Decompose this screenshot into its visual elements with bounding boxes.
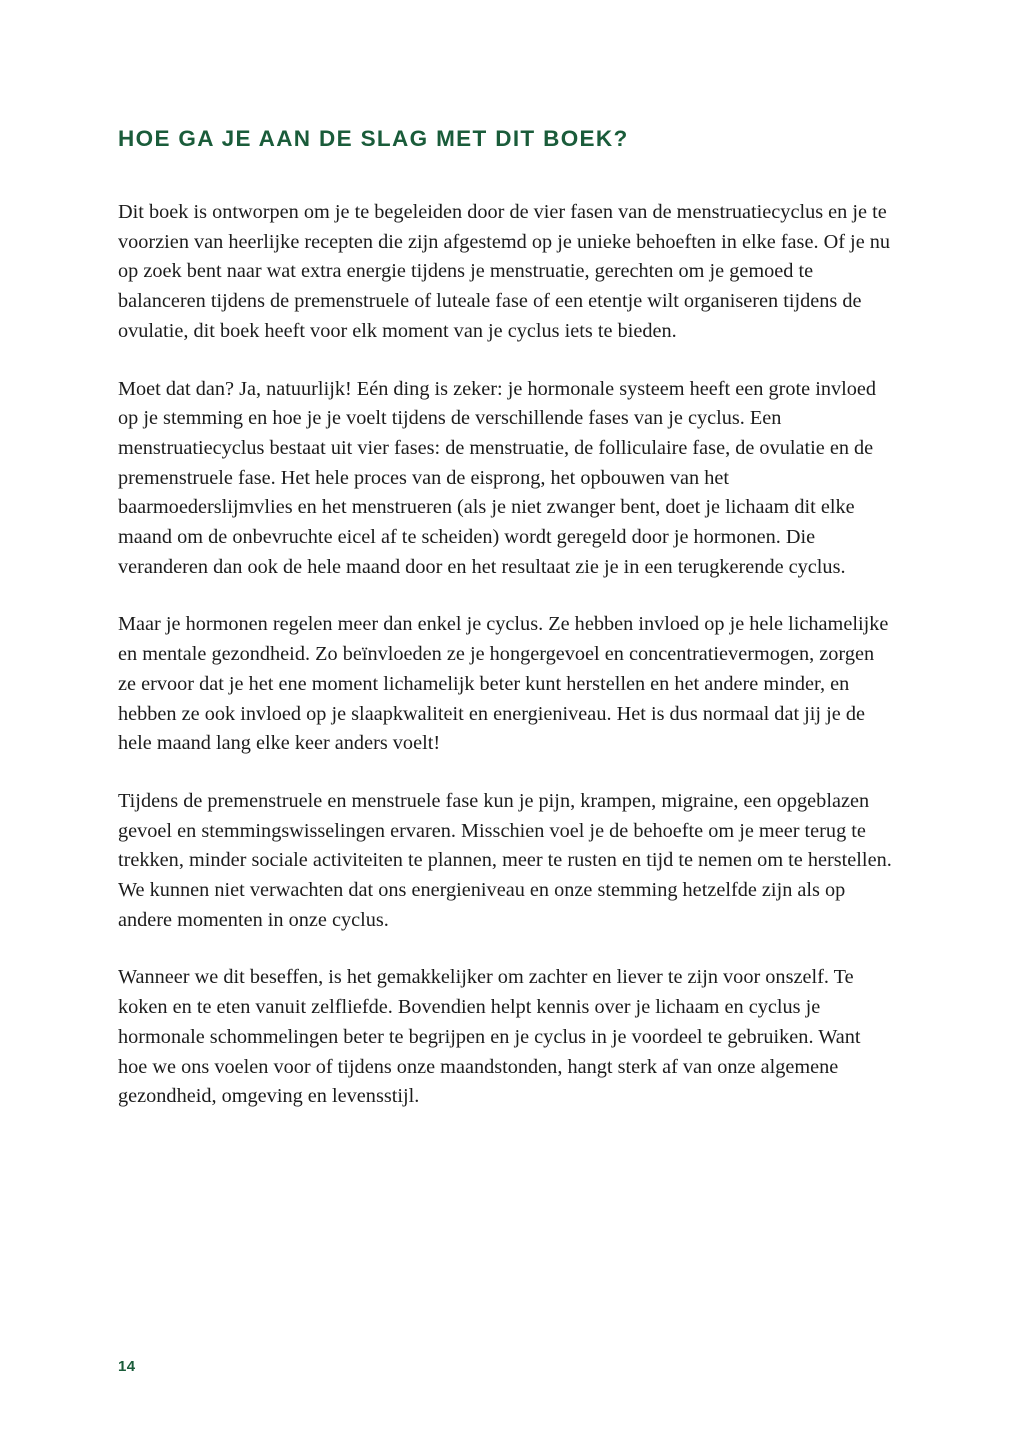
- paragraph: Dit boek is ontworpen om je te begeleiden door de vier fasen van de menstruatiecyclus en je te voorzien van heerlijke recepten die zijn afgestemd op je unieke behoeften in elke fase. Of je nu op zoek bent naar wat extra energie tijdens je menstruatie, gerechten om je gemoed te balanceren tijdens de premenstruele of luteale fase of een etentje wilt organiseren tijdens de ovulatie, dit boek heeft voor elk moment van je cyclus iets te bieden.: [118, 201, 891, 342]
- page-number: 14: [118, 1358, 136, 1375]
- page-content: [118, 0, 892, 1112]
- page-title: HOE GA JE AAN DE SLAG MET DIT BOEK?: [118, 126, 629, 151]
- paragraph: Wanneer we dit beseffen, is het gemakkelijker om zachter en liever te zijn voor onszelf. Te koken en te eten vanuit zelfliefde. Bovendien helpt kennis over je lichaam en cyclus je hormonale schommelingen beter te begrijpen en je cyclus in je voordeel te gebruiken. Want hoe we ons voelen voor of tijdens onze maandstonden, hangt sterk af van onze algemene gezondheid, omgeving en levensstijl.: [118, 966, 861, 1108]
- body-text-block: [118, 198, 892, 1112]
- paragraph: Tijdens de premenstruele en menstruele fase kun je pijn, krampen, migraine, een opgeblazen gevoel en stemmingswisselingen ervaren. Misschien voel je de behoefte om je meer terug te trekken, minder sociale activiteiten te plannen, meer te rusten en tijd te nemen om te herstellen. We kunnen niet verwachten dat ons energieniveau en onze stemming hetzelfde zijn als op andere momenten in onze cyclus.: [118, 789, 892, 931]
- paragraph: Maar je hormonen regelen meer dan enkel je cyclus. Ze hebben invloed op je hele lichamelijke en mentale gezondheid. Zo beïnvloeden ze je hongergevoel en concentratievermogen, zorgen ze ervoor dat je het ene moment lichamelijk beter kunt herstellen en het andere minder, en hebben ze ook invloed op je slaapkwaliteit en energieniveau. Het is dus normaal dat jij je de hele maand lang elke keer anders voelt!: [118, 613, 889, 755]
- paragraph: Moet dat dan? Ja, natuurlijk! Eén ding is zeker: je hormonale systeem heeft een grote invloed op je stemming en hoe je je voelt tijdens de verschillende fases van je cyclus. Een menstruatiecyclus bestaat uit vier fases: de menstruatie, de folliculaire fase, de ovulatie en de premenstruele fase. Het hele proces van de eisprong, het opbouwen van het baarmoederslijmvlies en het menstrueren (als je niet zwanger bent, doet je lichaam dit elke maand om de onbevruchte eicel af te scheiden) wordt geregeld door je hormonen. Die veranderen dan ook de hele maand door en het resultaat zie je in een terugkerende cyclus.: [118, 377, 877, 578]
